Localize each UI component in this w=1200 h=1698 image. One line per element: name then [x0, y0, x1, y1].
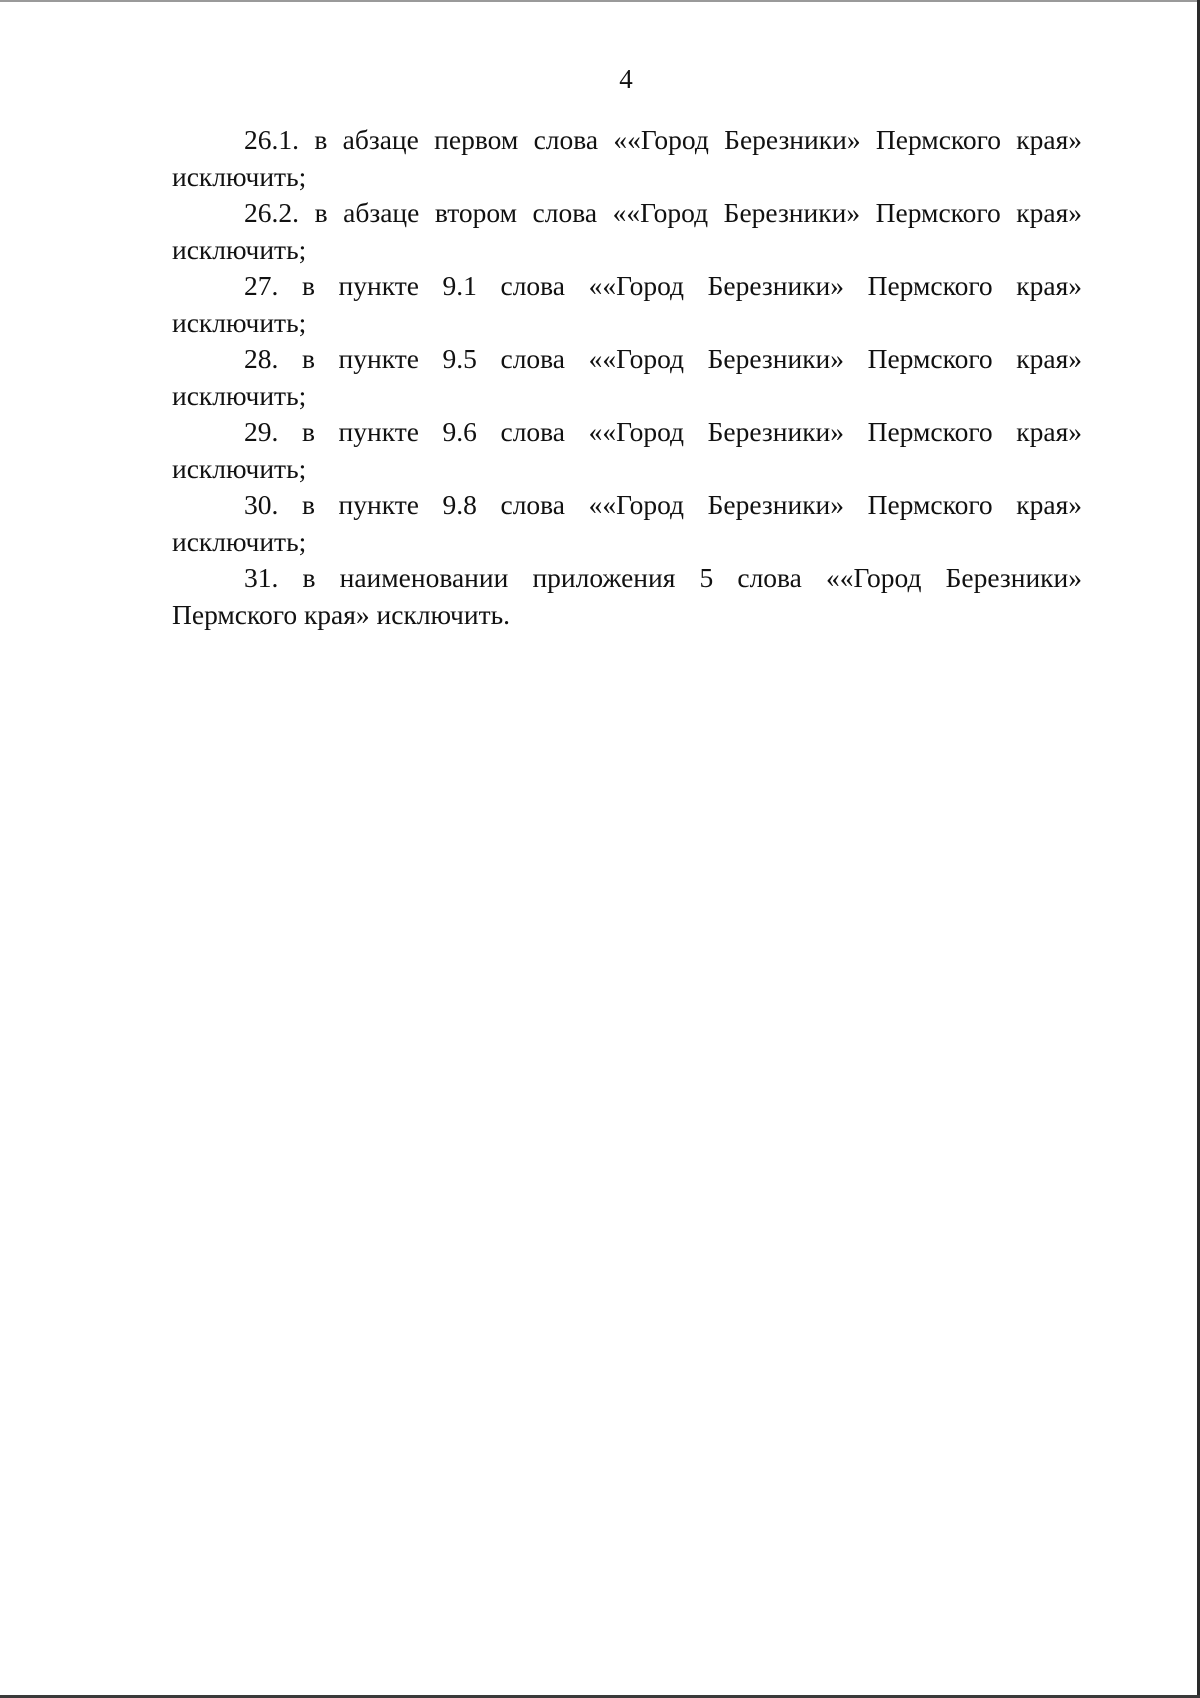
- paragraph-26-1: [172, 122, 1082, 195]
- paragraph-27: [172, 268, 1082, 341]
- paragraph-text: 26.1. в абзаце первом слова ««Город Березники» Пермского края» исключить;: [172, 124, 1082, 192]
- page-number: 4: [619, 64, 633, 94]
- paragraph-text: 26.2. в абзаце втором слова ««Город Березники» Пермского края» исключить;: [172, 197, 1082, 265]
- paragraph-text: 27. в пункте 9.1 слова ««Город Березники» Пермского края» исключить;: [172, 270, 1082, 338]
- paragraph-text: 30. в пункте 9.8 слова ««Город Березники» Пермского края» исключить;: [172, 489, 1082, 557]
- paragraph-text: 31. в наименовании приложения 5 слова ««Город Березники» Пермского края» исключить.: [172, 562, 1082, 630]
- page-top-edge: [0, 0, 1200, 2]
- paragraph-text: 28. в пункте 9.5 слова ««Город Березники» Пермского края» исключить;: [172, 343, 1082, 411]
- paragraph-28: [172, 341, 1082, 414]
- document-body: [172, 122, 1082, 633]
- paragraph-text: 29. в пункте 9.6 слова ««Город Березники» Пермского края» исключить;: [172, 416, 1082, 484]
- paragraph-31: [172, 560, 1082, 633]
- paragraph-26-2: [172, 195, 1082, 268]
- paragraph-29: [172, 414, 1082, 487]
- paragraph-30: [172, 487, 1082, 560]
